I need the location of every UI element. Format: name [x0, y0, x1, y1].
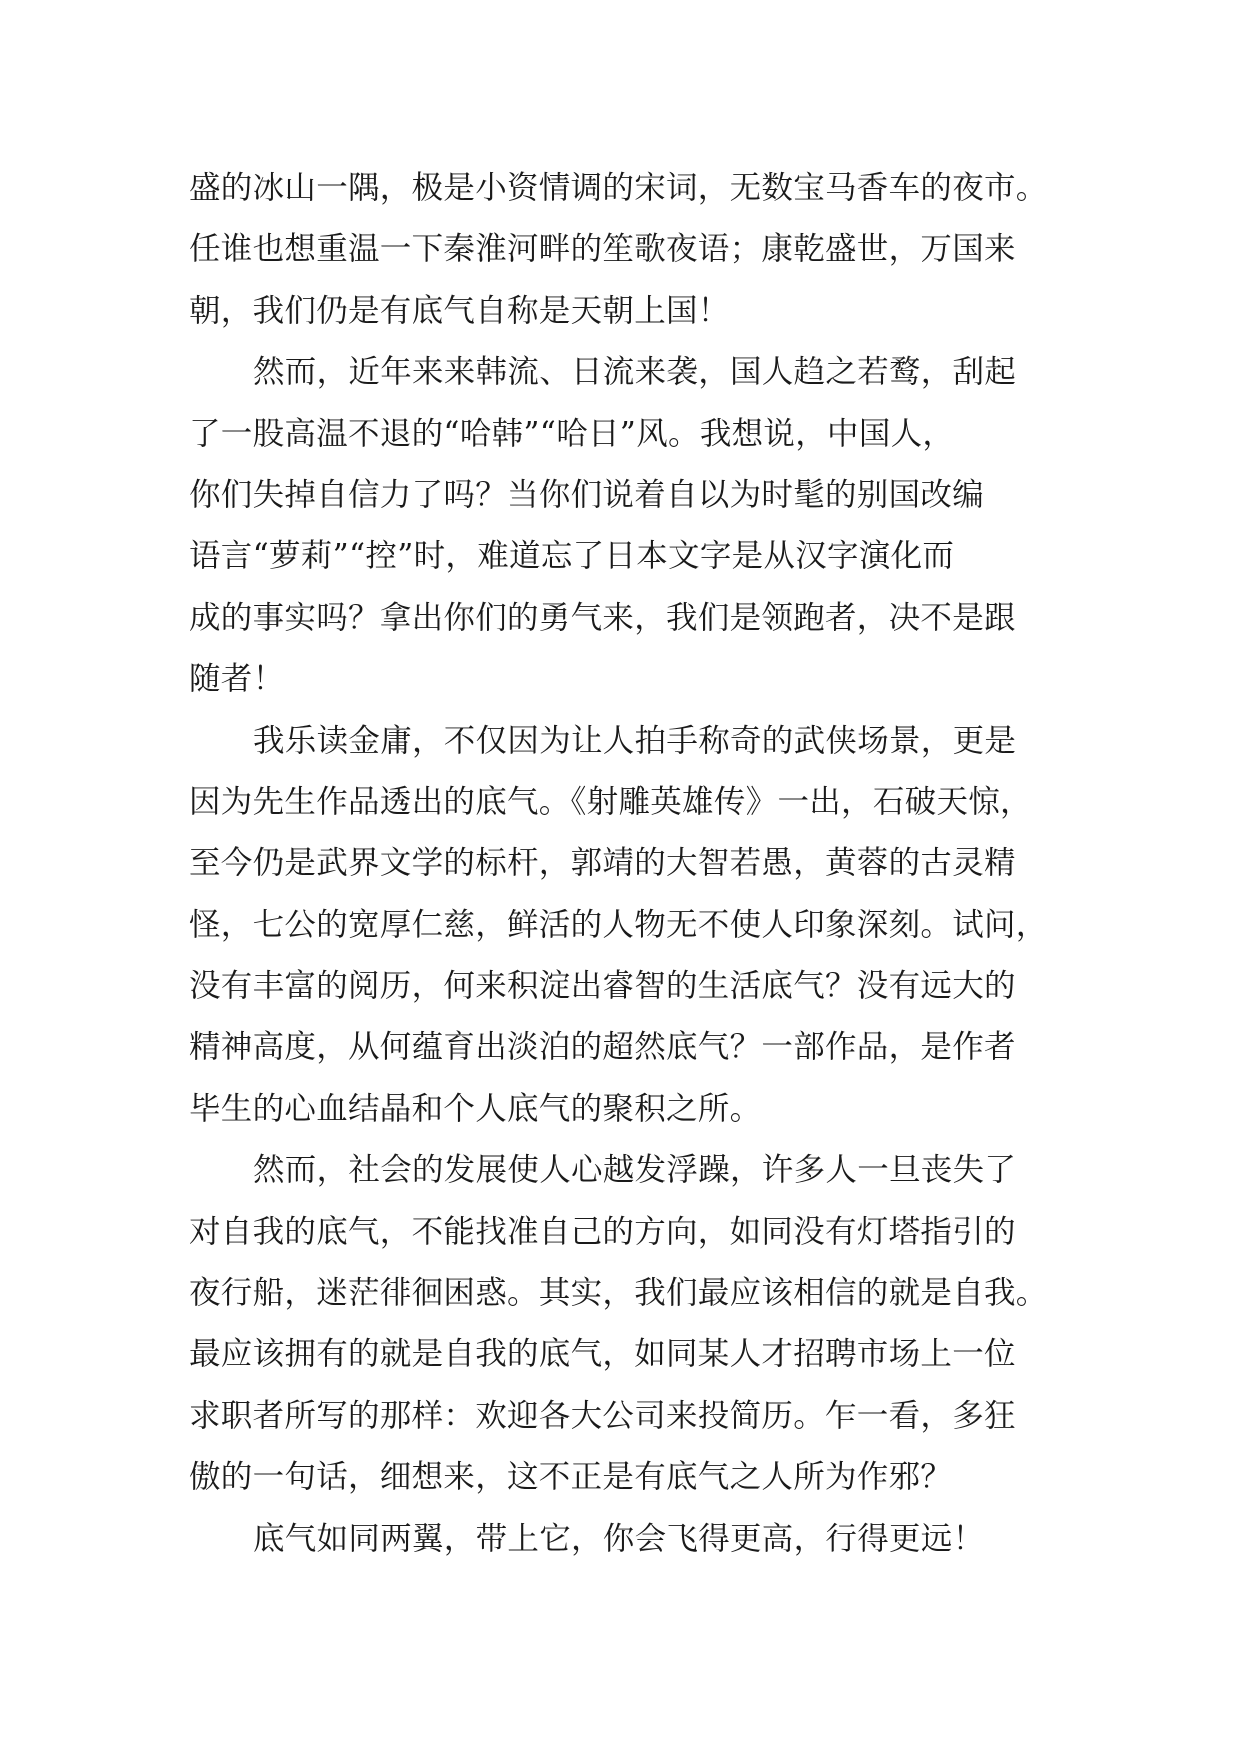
text-line: 朝，我们仍是有底气自称是天朝上国！: [189, 292, 730, 329]
text-line: 因为先生作品透出的底气。《射雕英雄传》一出，石破天惊，: [189, 783, 1032, 820]
text-line: 成的事实吗？拿出你们的勇气来，我们是领跑者，决不是跟: [189, 599, 1016, 636]
text-line: 怪，七公的宽厚仁慈，鲜活的人物无不使人印象深刻。试问，: [189, 906, 1048, 943]
paragraph-first-line: 我乐读金庸，不仅因为让人拍手称奇的武侠场景，更是: [253, 722, 1017, 759]
text-line: 语言“萝莉”“控”时，难道忘了日本文字是从汉字演化而: [189, 538, 955, 575]
paragraph-first-line: 底气如同两翼，带上它，你会飞得更高，行得更远！: [253, 1520, 985, 1557]
paragraph-first-line: 然而，近年来来韩流、日流来袭，国人趋之若鹜，刮起: [253, 354, 1017, 391]
text-line: 求职者所写的那样：欢迎各大公司来投简历。乍一看，多狂: [189, 1397, 1016, 1434]
text-line: 精神高度，从何蕴育出淡泊的超然底气？一部作品，是作者: [189, 1029, 1016, 1066]
text-line: 没有丰富的阅历，何来积淀出睿智的生活底气？没有远大的: [189, 968, 1016, 1005]
text-line: 随者！: [189, 661, 285, 698]
text-line: 毕生的心血结晶和个人底气的聚积之所。: [189, 1090, 762, 1127]
text-line: 至今仍是武界文学的标杆，郭靖的大智若愚，黄蓉的古灵精: [189, 845, 1016, 882]
essay-body: [189, 158, 1089, 1570]
paragraph-first-line: 然而，社会的发展使人心越发浮躁，许多人一旦丧失了: [253, 1152, 1017, 1189]
text-line: 任谁也想重温一下秦淮河畔的笙歌夜语；康乾盛世，万国来: [189, 231, 1016, 268]
text-line: 盛的冰山一隅，极是小资情调的宋词，无数宝马香车的夜市。: [189, 170, 1048, 206]
text-line: 对自我的底气，不能找准自己的方向，如同没有灯塔指引的: [189, 1213, 1016, 1250]
text-line: 最应该拥有的就是自我的底气，如同某人才招聘市场上一位: [189, 1336, 1016, 1373]
text-line: 你们失掉自信力了吗？当你们说着自以为时髦的别国改编: [189, 476, 985, 513]
text-line: 傲的一句话，细想来，这不正是有底气之人所为作邪？: [189, 1459, 953, 1496]
text-line: 夜行船，迷茫徘徊困惑。其实，我们最应该相信的就是自我。: [189, 1275, 1048, 1312]
text-line: 了一股高温不退的“哈韩”“哈日”风。我想说，中国人，: [189, 415, 955, 452]
